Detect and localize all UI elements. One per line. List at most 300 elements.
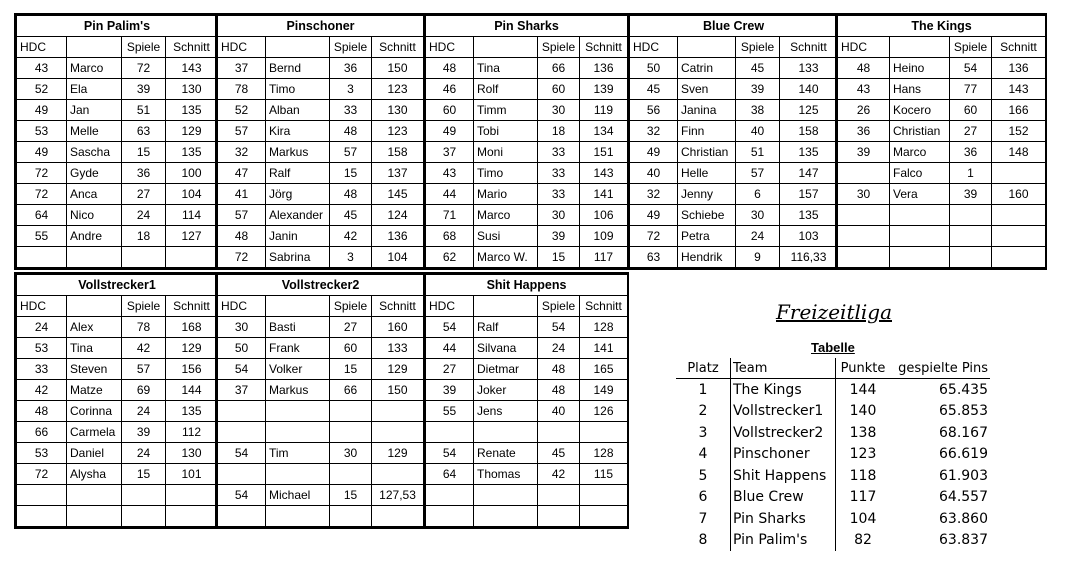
player-average: 136 <box>580 58 628 79</box>
player-average: 150 <box>372 58 424 79</box>
player-games <box>950 247 992 268</box>
player-row <box>218 443 424 464</box>
standing-place: 6 <box>698 489 708 506</box>
player-average: 134 <box>580 121 628 142</box>
player-row <box>17 464 218 485</box>
player-hdc: 37 <box>426 142 474 163</box>
player-games: 33 <box>538 142 580 163</box>
player-name <box>266 506 330 527</box>
player-games: 1 <box>950 163 992 184</box>
player-average: 116,33 <box>780 247 838 268</box>
player-games <box>122 506 166 527</box>
player-row <box>426 58 628 79</box>
player-hdc: 54 <box>218 359 266 380</box>
player-hdc: 47 <box>218 163 266 184</box>
player-name: Matze <box>67 380 122 401</box>
name-header <box>266 37 330 58</box>
player-hdc: 60 <box>426 100 474 121</box>
player-hdc <box>426 506 474 527</box>
player-games: 15 <box>538 247 580 268</box>
player-row <box>17 226 218 247</box>
player-hdc: 66 <box>17 422 67 443</box>
standing-pins: 66.619 <box>939 446 988 463</box>
player-hdc: 39 <box>426 380 474 401</box>
player-average <box>992 163 1046 184</box>
player-hdc: 54 <box>218 485 266 506</box>
player-row <box>17 359 218 380</box>
standing-points: 123 <box>836 444 891 466</box>
player-average: 128 <box>580 443 628 464</box>
standing-points: 104 <box>836 508 891 530</box>
column-header-row <box>17 296 218 317</box>
player-row <box>218 485 424 506</box>
standings-row <box>676 508 990 530</box>
standing-pins: 63.860 <box>939 510 988 527</box>
player-hdc: 53 <box>17 443 67 464</box>
average-header: Schnitt <box>580 37 628 58</box>
player-name <box>890 226 950 247</box>
player-row <box>426 506 628 527</box>
standing-place: 4 <box>698 446 708 463</box>
player-name: Alban <box>266 100 330 121</box>
player-name: Kocero <box>890 100 950 121</box>
team-title-row <box>426 275 628 296</box>
team-title-row <box>17 16 218 37</box>
column-header-row <box>17 37 218 58</box>
player-name <box>67 247 122 268</box>
player-row <box>218 422 424 443</box>
player-name: Basti <box>266 317 330 338</box>
team-table-vollstrecker2 <box>215 272 425 529</box>
player-hdc: 39 <box>838 142 890 163</box>
player-row <box>630 247 838 268</box>
player-hdc: 30 <box>218 317 266 338</box>
player-hdc: 72 <box>17 184 67 205</box>
player-average: 144 <box>166 380 218 401</box>
games-header: Spiele <box>330 296 372 317</box>
player-hdc: 52 <box>17 79 67 100</box>
team-name: Shit Happens <box>426 275 628 296</box>
average-header: Schnitt <box>372 296 424 317</box>
player-games: 33 <box>538 184 580 205</box>
player-average <box>992 247 1046 268</box>
player-name: Tim <box>266 443 330 464</box>
player-row <box>630 100 838 121</box>
player-row <box>426 142 628 163</box>
player-games: 66 <box>330 380 372 401</box>
player-hdc: 41 <box>218 184 266 205</box>
player-row <box>426 464 628 485</box>
standing-team: Blue Crew <box>731 487 836 509</box>
standing-place: 5 <box>698 467 708 484</box>
player-hdc: 46 <box>426 79 474 100</box>
team-table-shit-happens <box>423 272 629 529</box>
player-hdc: 55 <box>426 401 474 422</box>
player-average: 130 <box>166 79 218 100</box>
player-average: 168 <box>166 317 218 338</box>
standing-team: Shit Happens <box>731 465 836 487</box>
player-name: Hendrik <box>678 247 736 268</box>
player-games: 60 <box>538 79 580 100</box>
player-hdc: 49 <box>630 205 678 226</box>
player-row <box>426 163 628 184</box>
player-games: 15 <box>122 464 166 485</box>
games-header: Spiele <box>122 37 166 58</box>
hdc-header: HDC <box>426 37 474 58</box>
player-row <box>17 317 218 338</box>
player-row <box>838 58 1046 79</box>
player-average: 160 <box>992 184 1046 205</box>
team-grid <box>425 274 628 527</box>
column-header-row <box>426 296 628 317</box>
player-name: Sabrina <box>266 247 330 268</box>
player-name: Christian <box>678 142 736 163</box>
player-hdc <box>838 247 890 268</box>
player-name: Janina <box>678 100 736 121</box>
player-row <box>630 142 838 163</box>
standings-row <box>676 444 990 466</box>
player-hdc: 71 <box>426 205 474 226</box>
player-name <box>474 422 538 443</box>
player-name: Joker <box>474 380 538 401</box>
points-header: Punkte <box>836 358 891 379</box>
player-average: 126 <box>580 401 628 422</box>
player-row <box>426 422 628 443</box>
player-row <box>426 79 628 100</box>
games-header: Spiele <box>538 296 580 317</box>
player-games: 6 <box>736 184 780 205</box>
player-games: 48 <box>538 380 580 401</box>
player-games: 54 <box>950 58 992 79</box>
player-name: Marco W. <box>474 247 538 268</box>
standing-pins: 65.853 <box>939 403 988 420</box>
standings-row <box>676 401 990 423</box>
player-hdc <box>838 163 890 184</box>
hdc-header: HDC <box>426 296 474 317</box>
player-hdc: 64 <box>17 205 67 226</box>
player-name: Alexander <box>266 205 330 226</box>
player-average: 112 <box>166 422 218 443</box>
standing-points: 138 <box>836 422 891 444</box>
player-row <box>838 142 1046 163</box>
player-games <box>950 226 992 247</box>
player-hdc <box>218 401 266 422</box>
team-title-row <box>218 16 424 37</box>
player-hdc: 43 <box>17 58 67 79</box>
player-games <box>538 422 580 443</box>
player-name: Markus <box>266 380 330 401</box>
player-games: 39 <box>736 79 780 100</box>
player-name: Corinna <box>67 401 122 422</box>
average-header: Schnitt <box>166 296 218 317</box>
player-row <box>426 121 628 142</box>
player-name <box>890 247 950 268</box>
player-average: 148 <box>992 142 1046 163</box>
player-average <box>372 506 424 527</box>
player-games: 30 <box>538 205 580 226</box>
player-hdc: 56 <box>630 100 678 121</box>
player-hdc <box>838 205 890 226</box>
player-games: 40 <box>538 401 580 422</box>
player-hdc: 52 <box>218 100 266 121</box>
player-row <box>218 58 424 79</box>
player-average: 145 <box>372 184 424 205</box>
player-row <box>17 184 218 205</box>
player-row <box>426 205 628 226</box>
player-hdc: 78 <box>218 79 266 100</box>
player-average: 136 <box>992 58 1046 79</box>
team-grid <box>217 274 424 527</box>
player-games <box>330 401 372 422</box>
player-games <box>950 205 992 226</box>
standings-row <box>676 530 990 552</box>
player-row <box>17 506 218 527</box>
hdc-header: HDC <box>218 296 266 317</box>
player-average: 123 <box>372 79 424 100</box>
player-hdc <box>17 506 67 527</box>
player-games: 39 <box>122 422 166 443</box>
column-header-row <box>218 37 424 58</box>
player-name <box>266 464 330 485</box>
player-name: Christian <box>890 121 950 142</box>
player-name: Markus <box>266 142 330 163</box>
player-average: 141 <box>580 338 628 359</box>
player-games: 24 <box>122 401 166 422</box>
player-row <box>838 121 1046 142</box>
player-name: Kira <box>266 121 330 142</box>
standings-row <box>676 487 990 509</box>
player-hdc: 37 <box>218 380 266 401</box>
games-header: Spiele <box>330 37 372 58</box>
player-row <box>218 401 424 422</box>
hdc-header: HDC <box>17 296 67 317</box>
player-row <box>426 380 628 401</box>
player-games <box>330 506 372 527</box>
player-average: 104 <box>372 247 424 268</box>
player-average: 136 <box>372 226 424 247</box>
player-hdc <box>218 422 266 443</box>
team-title-row <box>17 275 218 296</box>
player-row <box>17 58 218 79</box>
player-row <box>17 338 218 359</box>
player-row <box>630 163 838 184</box>
player-hdc: 53 <box>17 121 67 142</box>
player-average: 119 <box>580 100 628 121</box>
player-name: Volker <box>266 359 330 380</box>
player-average: 130 <box>372 100 424 121</box>
team-title-row <box>838 16 1046 37</box>
league-subtitle: Tabelle <box>811 340 855 355</box>
average-header: Schnitt <box>166 37 218 58</box>
team-name: Blue Crew <box>630 16 838 37</box>
player-row <box>838 247 1046 268</box>
player-name: Jenny <box>678 184 736 205</box>
player-average: 115 <box>580 464 628 485</box>
player-games: 18 <box>122 226 166 247</box>
player-average: 127,53 <box>372 485 424 506</box>
player-games: 36 <box>122 163 166 184</box>
player-row <box>17 100 218 121</box>
player-row <box>426 184 628 205</box>
player-name: Susi <box>474 226 538 247</box>
player-row <box>17 247 218 268</box>
player-row <box>630 79 838 100</box>
team-name: Vollstrecker2 <box>218 275 424 296</box>
standings-row <box>676 379 990 401</box>
player-average: 129 <box>372 359 424 380</box>
player-average: 150 <box>372 380 424 401</box>
player-average: 166 <box>992 100 1046 121</box>
player-name: Marco <box>474 205 538 226</box>
player-games: 24 <box>538 338 580 359</box>
player-name: Ralf <box>474 317 538 338</box>
player-name: Jan <box>67 100 122 121</box>
player-average: 128 <box>580 317 628 338</box>
team-grid <box>629 15 838 268</box>
player-games: 27 <box>950 121 992 142</box>
player-name <box>890 205 950 226</box>
player-row <box>218 100 424 121</box>
player-games: 39 <box>122 79 166 100</box>
player-name: Thomas <box>474 464 538 485</box>
player-name <box>67 485 122 506</box>
player-name: Finn <box>678 121 736 142</box>
player-name: Melle <box>67 121 122 142</box>
player-games: 57 <box>122 359 166 380</box>
player-hdc: 44 <box>426 184 474 205</box>
player-hdc: 50 <box>630 58 678 79</box>
hdc-header: HDC <box>838 37 890 58</box>
player-name: Bernd <box>266 58 330 79</box>
team-grid <box>217 15 424 268</box>
player-row <box>17 142 218 163</box>
player-games: 45 <box>736 58 780 79</box>
player-row <box>838 79 1046 100</box>
standing-place: 1 <box>698 381 708 398</box>
hdc-header: HDC <box>218 37 266 58</box>
player-games: 72 <box>122 58 166 79</box>
player-games: 15 <box>330 485 372 506</box>
player-name: Renate <box>474 443 538 464</box>
player-average: 114 <box>166 205 218 226</box>
standing-pins: 63.837 <box>939 532 988 549</box>
player-hdc: 48 <box>838 58 890 79</box>
player-average: 129 <box>166 338 218 359</box>
player-name: Timo <box>474 163 538 184</box>
player-row <box>17 205 218 226</box>
player-name: Vera <box>890 184 950 205</box>
player-average: 137 <box>372 163 424 184</box>
team-table-pinschoner <box>215 13 425 270</box>
player-row <box>17 163 218 184</box>
player-average: 123 <box>372 121 424 142</box>
player-games <box>538 485 580 506</box>
player-average <box>372 401 424 422</box>
player-games: 39 <box>950 184 992 205</box>
player-average: 133 <box>780 58 838 79</box>
player-row <box>218 380 424 401</box>
player-name: Andre <box>67 226 122 247</box>
player-hdc: 33 <box>17 359 67 380</box>
player-average: 143 <box>166 58 218 79</box>
player-hdc: 54 <box>218 443 266 464</box>
hdc-header: HDC <box>630 37 678 58</box>
games-header: Spiele <box>950 37 992 58</box>
standing-place: 8 <box>698 532 708 549</box>
player-name <box>474 506 538 527</box>
player-name: Hans <box>890 79 950 100</box>
player-average: 143 <box>992 79 1046 100</box>
player-name: Ela <box>67 79 122 100</box>
hdc-header: HDC <box>17 37 67 58</box>
name-header <box>678 37 736 58</box>
standings-row <box>676 422 990 444</box>
player-average: 156 <box>166 359 218 380</box>
team-grid <box>16 15 218 268</box>
player-average: 158 <box>372 142 424 163</box>
player-games: 27 <box>122 184 166 205</box>
player-average: 125 <box>780 100 838 121</box>
player-name: Petra <box>678 226 736 247</box>
player-games: 33 <box>538 163 580 184</box>
standing-points: 117 <box>836 487 891 509</box>
games-header: Spiele <box>538 37 580 58</box>
player-hdc <box>218 506 266 527</box>
player-games: 30 <box>330 443 372 464</box>
player-hdc: 32 <box>218 142 266 163</box>
player-row <box>838 205 1046 226</box>
player-name: Steven <box>67 359 122 380</box>
name-header <box>266 296 330 317</box>
column-header-row <box>838 37 1046 58</box>
team-name: Pin Palim's <box>17 16 218 37</box>
player-name <box>266 401 330 422</box>
player-games: 63 <box>122 121 166 142</box>
player-games: 69 <box>122 380 166 401</box>
player-games: 15 <box>122 142 166 163</box>
standings-header-row <box>676 358 990 379</box>
player-row <box>218 338 424 359</box>
player-average: 133 <box>372 338 424 359</box>
player-hdc: 72 <box>630 226 678 247</box>
player-games: 48 <box>330 121 372 142</box>
player-name: Gyde <box>67 163 122 184</box>
player-games: 33 <box>330 100 372 121</box>
player-games: 54 <box>538 317 580 338</box>
player-games <box>122 247 166 268</box>
column-header-row <box>426 37 628 58</box>
player-name: Dietmar <box>474 359 538 380</box>
player-average: 100 <box>166 163 218 184</box>
player-row <box>218 247 424 268</box>
player-average: 104 <box>166 184 218 205</box>
player-average: 127 <box>166 226 218 247</box>
name-header <box>474 37 538 58</box>
player-row <box>838 184 1046 205</box>
player-name: Helle <box>678 163 736 184</box>
average-header: Schnitt <box>580 296 628 317</box>
player-average: 141 <box>580 184 628 205</box>
player-row <box>17 79 218 100</box>
player-row <box>218 359 424 380</box>
player-average: 135 <box>780 205 838 226</box>
player-hdc: 50 <box>218 338 266 359</box>
player-games: 42 <box>538 464 580 485</box>
player-average: 129 <box>372 443 424 464</box>
games-header: Spiele <box>736 37 780 58</box>
player-games <box>330 464 372 485</box>
player-games: 66 <box>538 58 580 79</box>
